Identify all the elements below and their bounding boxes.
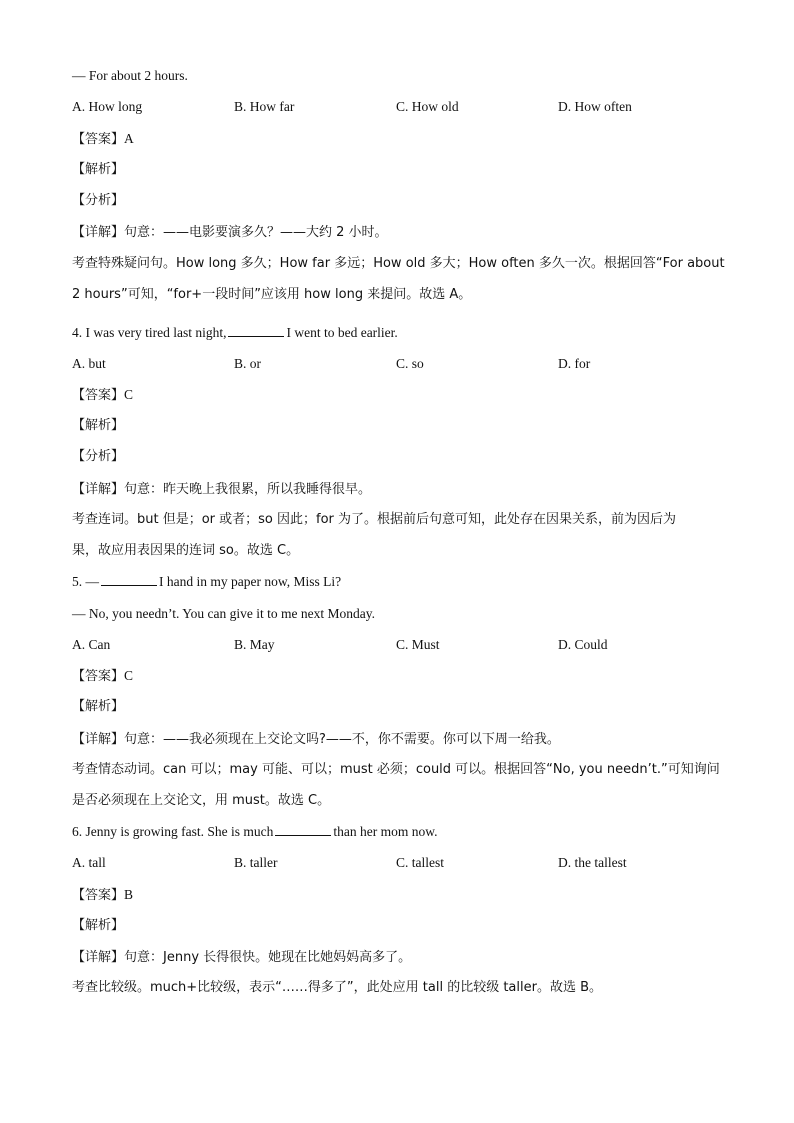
q5-reply: — No, you needn’t. You can give it to me next Monday. <box>72 606 375 621</box>
answer-value: B <box>124 887 134 902</box>
answer-value: C <box>124 387 134 402</box>
q6-option-b: B. taller <box>234 855 278 870</box>
q3-option-c: C. How old <box>396 99 459 114</box>
q5-option-b: B. May <box>234 637 275 652</box>
answer-label: 【答案】 <box>72 669 125 684</box>
detail-text: 句意：昨天晚上我很累，所以我睡得很早。 <box>124 482 372 497</box>
detail-text: 句意：——我必须现在上交论文吗?——不，你不需要。你可以下周一给我。 <box>124 732 560 747</box>
q4-stem-pre: 4. I was very tired last night, <box>72 325 227 340</box>
q3-fenxi-label: 【分析】 <box>72 193 125 208</box>
q6-answer <box>72 886 133 905</box>
q5-blank <box>101 573 157 586</box>
q4-explain-2: 果，故应用表因果的连词 so。故选 C。 <box>72 543 300 558</box>
detail-label: 【详解】 <box>72 225 125 240</box>
answer-label: 【答案】 <box>72 132 125 147</box>
q5-stem-pre: 5. — <box>72 574 99 589</box>
q6-explain-1: 考查比较级。much+比较级，表示“……得多了”，此处应用 tall 的比较级 taller。故选 B。 <box>72 980 603 995</box>
q3-option-b: B. How far <box>234 99 295 114</box>
q4-option-a: A. but <box>72 356 106 371</box>
q3-option-d: D. How often <box>558 99 632 114</box>
detail-label: 【详解】 <box>72 732 125 747</box>
q3-answer <box>72 130 134 149</box>
q5-explain-2: 是否必须现在上交论文，用 must。故选 C。 <box>72 793 331 808</box>
q6-option-c: C. tallest <box>396 855 444 870</box>
q5-explain-1: 考查情态动词。can 可以；may 可能、可以；must 必须；could 可以。根据回答“No, you needn’t.”可知询问 <box>72 762 720 777</box>
q5-stem <box>72 573 341 591</box>
q6-analysis-label: 【解析】 <box>72 918 125 933</box>
q6-blank <box>275 823 331 836</box>
q3-answer-line: — For about 2 hours. <box>72 68 188 83</box>
q4-option-c: C. so <box>396 356 424 371</box>
q5-option-c: C. Must <box>396 637 440 652</box>
detail-text: 句意：Jenny 长得很快。她现在比她妈妈高多了。 <box>124 950 412 965</box>
answer-label: 【答案】 <box>72 388 125 403</box>
q4-option-d: D. for <box>558 356 591 371</box>
q4-option-b: B. or <box>234 356 261 371</box>
q5-detail <box>72 730 560 749</box>
q3-analysis-label: 【解析】 <box>72 162 125 177</box>
q4-stem-post: I went to bed earlier. <box>286 325 398 340</box>
q4-detail <box>72 480 371 499</box>
q4-analysis-label: 【解析】 <box>72 418 125 433</box>
q5-analysis-label: 【解析】 <box>72 699 125 714</box>
q4-blank <box>228 324 284 337</box>
q5-option-d: D. Could <box>558 637 608 652</box>
answer-value: A <box>124 131 134 146</box>
answer-label: 【答案】 <box>72 888 125 903</box>
detail-text: 句意：——电影要演多久？——大约 2 小时。 <box>124 225 388 240</box>
q6-stem <box>72 823 437 841</box>
q3-option-a: A. How long <box>72 99 143 114</box>
q4-explain-1: 考查连词。but 但是；or 或者；so 因此；for 为了。根据前后句意可知，此处存在因果关系，前为因后为 <box>72 512 677 527</box>
detail-label: 【详解】 <box>72 482 125 497</box>
q6-option-a: A. tall <box>72 855 106 870</box>
q3-explain-1: 考查特殊疑问句。How long 多久；How far 多远；How old 多大；How often 多久一次。根据回答“For about <box>72 256 725 271</box>
q5-option-a: A. Can <box>72 637 111 652</box>
q3-explain-2: 2 hours”可知，“for+一段时间”应该用 how long 来提问。故选 A。 <box>72 287 472 302</box>
q4-answer <box>72 386 133 405</box>
q3-detail <box>72 223 388 242</box>
answer-value: C <box>124 668 134 683</box>
q6-detail <box>72 948 411 967</box>
q6-stem-pre: 6. Jenny is growing fast. She is much <box>72 824 274 839</box>
q4-stem <box>72 324 398 342</box>
q5-stem-post: I hand in my paper now, Miss Li? <box>159 574 342 589</box>
q5-answer <box>72 667 133 686</box>
q4-fenxi-label: 【分析】 <box>72 449 125 464</box>
q6-stem-post: than her mom now. <box>333 824 438 839</box>
detail-label: 【详解】 <box>72 950 125 965</box>
q6-option-d: D. the tallest <box>558 855 627 870</box>
